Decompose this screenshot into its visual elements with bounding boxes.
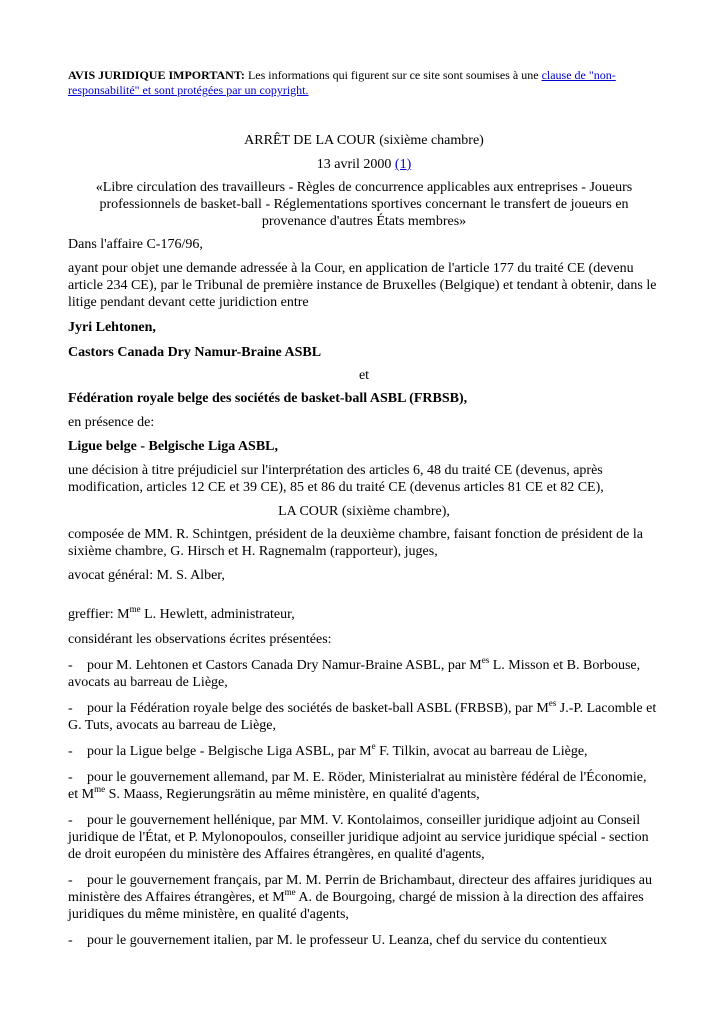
judgment-subject: «Libre circulation des travailleurs - Règles de concurrence applicables aux entreprises - Joueurs professionnels de basket-ball - Réglementations sportives concernant le transfert de joueurs en provenance d'autres États membres» xyxy=(95,180,633,229)
party-defendant: Fédération royale belge des sociétés de basket-ball ASBL (FRBSB), xyxy=(68,391,468,406)
observation-item xyxy=(68,743,660,760)
list-dash: - xyxy=(68,770,73,785)
list-dash: - xyxy=(68,658,73,673)
registrar xyxy=(68,606,660,623)
observation-sup: me xyxy=(94,784,106,794)
observations-intro: considérant les observations écrites présentées: xyxy=(68,632,332,647)
list-dash: - xyxy=(68,873,73,888)
party-separator: et xyxy=(358,368,370,383)
observation-sup: es xyxy=(481,655,490,665)
observation-text-a: pour la Ligue belge - Belgische Liga ASBL, par M xyxy=(87,744,372,759)
observation-item xyxy=(68,657,660,691)
observation-text-a: pour le gouvernement français, par M. M. Perrin de Brichambaut, directeur des affaires juridiques au ministère des Affaires étrangères, et M xyxy=(68,873,652,905)
list-dash: - xyxy=(68,701,73,716)
list-dash: - xyxy=(68,744,73,759)
reference-object: ayant pour objet une demande adressée à la Cour, en application de l'article 177 du traité CE (devenu article 234 CE), par le Tribunal de première instance de Bruxelles (Belgique) et tendant à obtenir, dans le litige pendant devant cette juridiction entre xyxy=(68,261,657,310)
judgment-date-line xyxy=(68,156,660,173)
legal-notice-text: Les informations qui figurent sur ce site sont soumises à une xyxy=(244,68,542,82)
court-composition: composée de MM. R. Schintgen, président de la deuxième chambre, faisant fonction de président de la sixième chambre, G. Hirsch et H. Ragnemalm (rapporteur), juges, xyxy=(68,527,643,559)
party-applicant-2: Castors Canada Dry Namur-Braine ASBL xyxy=(68,345,322,360)
observation-sup: es xyxy=(548,698,557,708)
preliminary-ruling: une décision à titre préjudiciel sur l'interprétation des articles 6, 48 du traité CE (devenus, après modification, articles 12 CE et 39 CE), 85 et 86 du traité CE (devenus articles 81 CE et 82 CE), xyxy=(68,463,604,495)
party-applicant-1: Jyri Lehtonen, xyxy=(68,320,156,335)
footnote-link[interactable]: (1) xyxy=(394,157,412,172)
observation-item xyxy=(68,700,660,734)
observation-text-b: S. Maass, Regierungsrätin au même ministère, en qualité d'agents, xyxy=(105,787,480,802)
list-dash: - xyxy=(68,813,73,828)
registrar-sup: me xyxy=(129,604,141,614)
observation-item xyxy=(68,769,660,803)
judgment-title: ARRÊT DE LA COUR (sixième chambre) xyxy=(244,133,484,148)
disclaimer-link[interactable]: clause de "non-responsabilité" et sont protégées par un copyright. xyxy=(68,68,616,97)
observation-text: pour le gouvernement hellénique, par MM. V. Kontolaimos, conseiller juridique adjoint au Conseil juridique de l'État, et P. Mylonopoulos, conseiller juridique adjoint au service juridique spécial - section de droit européen du ministère des Affaires étrangères, en qualité d'agents, xyxy=(68,813,649,862)
list-dash: - xyxy=(68,933,73,948)
observation-sup: me xyxy=(284,887,296,897)
court-heading: LA COUR (sixième chambre), xyxy=(278,504,450,519)
observation-text-b: F. Tilkin, avocat au barreau de Liège, xyxy=(375,744,588,759)
document-page xyxy=(68,68,660,958)
legal-notice xyxy=(68,68,660,98)
registrar-text-b: L. Hewlett, administrateur, xyxy=(140,607,295,622)
registrar-text-a: greffier: M xyxy=(68,607,130,622)
legal-notice-label: AVIS JURIDIQUE IMPORTANT: xyxy=(68,68,245,82)
observation-item xyxy=(68,872,660,923)
observation-item xyxy=(68,932,660,949)
judgment-date: 13 avril 2000 xyxy=(316,157,392,172)
party-intervener: Ligue belge - Belgische Liga ASBL, xyxy=(68,439,279,454)
presence-label: en présence de: xyxy=(68,415,155,430)
case-number: Dans l'affaire C-176/96, xyxy=(68,237,203,252)
observation-text: pour le gouvernement italien, par M. le professeur U. Leanza, chef du service du contentieux xyxy=(87,933,608,948)
observation-text-a: pour M. Lehtonen et Castors Canada Dry Namur-Braine ASBL, par M xyxy=(87,658,482,673)
observation-text-a: pour le gouvernement allemand, par M. E. Röder, Ministerialrat au ministère fédéral de l'Économie, et M xyxy=(68,770,647,802)
advocate-general: avocat général: M. S. Alber, xyxy=(68,568,225,583)
observation-text-a: pour la Fédération royale belge des sociétés de basket-ball ASBL (FRBSB), par M xyxy=(87,701,549,716)
observation-text-b: J.-P. Lacomble et G. Tuts, avocats au barreau de Liège, xyxy=(68,701,657,733)
observation-sup: e xyxy=(371,741,376,751)
observation-text-b: L. Misson et B. Borbouse, avocats au barreau de Liège, xyxy=(68,658,641,690)
observation-text-b: A. de Bourgoing, chargé de mission à la direction des affaires juridiques du même ministère, en qualité d'agents, xyxy=(68,890,644,922)
observation-item xyxy=(68,812,660,863)
